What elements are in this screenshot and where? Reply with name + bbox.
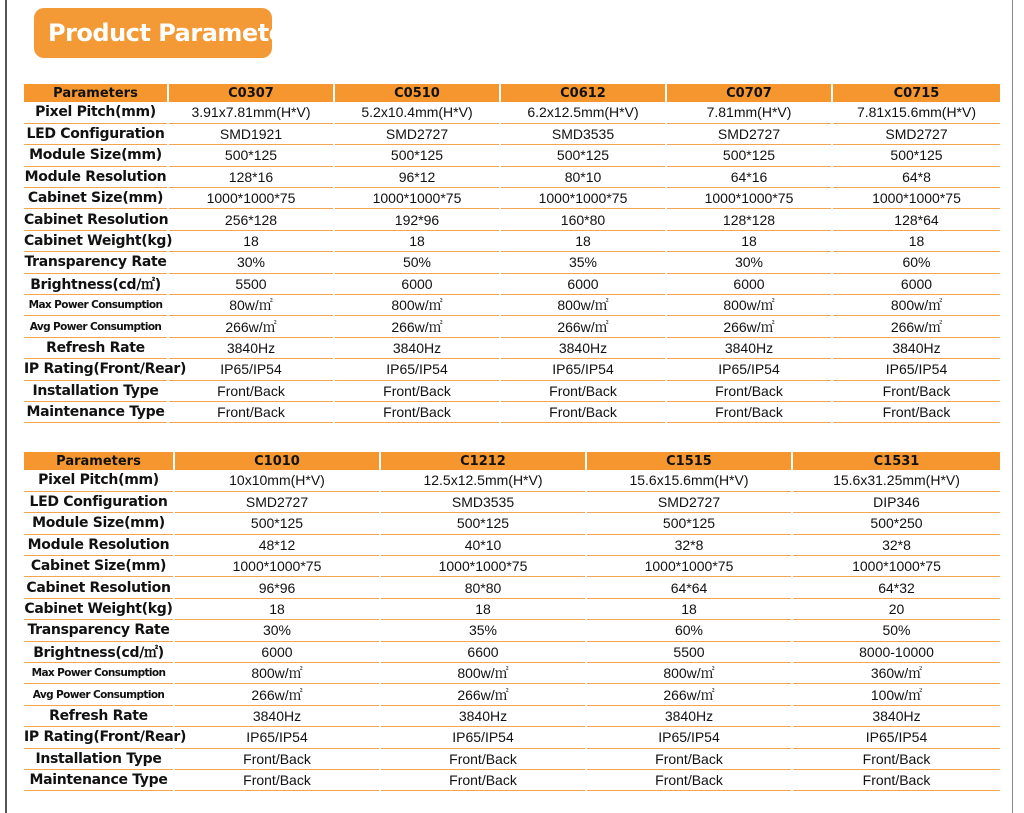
table-cell: SMD1921	[168, 123, 334, 144]
table-cell: IP65/IP54	[666, 359, 832, 380]
table-cell: Front/Back	[174, 748, 380, 769]
table-row	[24, 273, 1000, 294]
row-label: Transparency Rate	[24, 620, 174, 641]
table-row	[24, 230, 1000, 251]
table-cell: 800w/㎡	[832, 295, 1000, 316]
table-row	[24, 295, 1000, 316]
table-cell: SMD2727	[174, 491, 380, 512]
table-cell: 96*96	[174, 577, 380, 598]
table-cell: 18	[334, 230, 500, 251]
table-cell: 266w/㎡	[380, 684, 586, 705]
table-cell: 80*80	[380, 577, 586, 598]
table-cell: 6000	[334, 273, 500, 294]
table-cell: 12.5x12.5mm(H*V)	[380, 470, 586, 491]
table-cell: 15.6x15.6mm(H*V)	[586, 470, 792, 491]
table-cell: 6000	[500, 273, 666, 294]
table-cell: 3840Hz	[666, 337, 832, 358]
table-cell: 266w/㎡	[174, 684, 380, 705]
header-model-c1010: C1010	[174, 452, 380, 470]
table-cell: 266w/㎡	[666, 316, 832, 337]
row-label: Transparency Rate	[24, 252, 168, 273]
table-cell: 20	[792, 598, 1000, 619]
page-frame-right	[1012, 0, 1013, 813]
table-cell: 6000	[832, 273, 1000, 294]
row-label: Brightness(cd/㎡)	[24, 641, 174, 662]
table-cell: 1000*1000*75	[832, 188, 1000, 209]
table-cell: 3.91x7.81mm(H*V)	[168, 102, 334, 123]
table-cell: 128*64	[832, 209, 1000, 230]
table-row	[24, 166, 1000, 187]
table-cell: 266w/㎡	[334, 316, 500, 337]
table-cell: 18	[380, 598, 586, 619]
table-cell: 18	[666, 230, 832, 251]
row-label: LED Configuration	[24, 123, 168, 144]
row-label: Installation Type	[24, 380, 168, 401]
table-cell: SMD2727	[334, 123, 500, 144]
table-cell: 500*125	[334, 145, 500, 166]
table-cell: 266w/㎡	[586, 684, 792, 705]
table-cell: 6600	[380, 641, 586, 662]
table-row	[24, 534, 1000, 555]
table-cell: 800w/㎡	[666, 295, 832, 316]
table-row	[24, 705, 1000, 726]
table-cell: 266w/㎡	[500, 316, 666, 337]
row-label: Module Size(mm)	[24, 513, 174, 534]
table-cell: Front/Back	[586, 769, 792, 790]
table-cell: 800w/㎡	[500, 295, 666, 316]
row-label: Module Resolution	[24, 534, 174, 555]
table-cell: 500*125	[586, 513, 792, 534]
table-cell: 500*125	[666, 145, 832, 166]
header-model-c1531: C1531	[792, 452, 1000, 470]
table-cell: Front/Back	[380, 769, 586, 790]
table-cell: 7.81mm(H*V)	[666, 102, 832, 123]
table-cell: 1000*1000*75	[792, 556, 1000, 577]
table-row	[24, 727, 1000, 748]
table-row	[24, 102, 1000, 123]
header-model-c0510: C0510	[334, 84, 500, 102]
table-row	[24, 123, 1000, 144]
table-cell: 10x10mm(H*V)	[174, 470, 380, 491]
table-row	[24, 769, 1000, 790]
table-cell: IP65/IP54	[174, 727, 380, 748]
table-cell: SMD3535	[500, 123, 666, 144]
row-label: Pixel Pitch(mm)	[24, 470, 174, 491]
table-cell: Front/Back	[500, 401, 666, 422]
page-frame-left	[5, 0, 7, 813]
table-row	[24, 684, 1000, 705]
table-cell: 500*125	[832, 145, 1000, 166]
header-model-c1212: C1212	[380, 452, 586, 470]
table-cell: 1000*1000*75	[174, 556, 380, 577]
table-row	[24, 401, 1000, 422]
header-parameters: Parameters	[24, 452, 174, 470]
table-cell: 360w/㎡	[792, 663, 1000, 684]
table-row	[24, 359, 1000, 380]
table-row	[24, 470, 1000, 491]
row-label: Maintenance Type	[24, 769, 174, 790]
table-cell: 128*16	[168, 166, 334, 187]
table-cell: 64*64	[586, 577, 792, 598]
table-cell: 15.6x31.25mm(H*V)	[792, 470, 1000, 491]
row-label: Cabinet Size(mm)	[24, 556, 174, 577]
page-title: Product Parameter	[34, 8, 272, 58]
table-cell: 60%	[586, 620, 792, 641]
table-cell: 3840Hz	[380, 705, 586, 726]
table-cell: 266w/㎡	[832, 316, 1000, 337]
table-row	[24, 577, 1000, 598]
row-label: Cabinet Resolution	[24, 209, 168, 230]
table-cell: 3840Hz	[334, 337, 500, 358]
table-cell: 32*8	[792, 534, 1000, 555]
table-cell: 64*32	[792, 577, 1000, 598]
table-cell: 7.81x15.6mm(H*V)	[832, 102, 1000, 123]
row-label: Module Size(mm)	[24, 145, 168, 166]
table-cell: IP65/IP54	[380, 727, 586, 748]
table-header-row	[24, 84, 1000, 102]
row-label: IP Rating(Front/Rear)	[24, 727, 174, 748]
table-cell: Front/Back	[832, 380, 1000, 401]
header-parameters: Parameters	[24, 84, 168, 102]
row-label: Avg Power Consumption	[24, 684, 174, 705]
table-header-row	[24, 452, 1000, 470]
table-cell: IP65/IP54	[832, 359, 1000, 380]
table-cell: 6000	[174, 641, 380, 662]
table-cell: 18	[832, 230, 1000, 251]
table-cell: Front/Back	[174, 769, 380, 790]
table-row	[24, 209, 1000, 230]
header-model-c0715: C0715	[832, 84, 1000, 102]
table-cell: 3840Hz	[792, 705, 1000, 726]
table-cell: 800w/㎡	[174, 663, 380, 684]
table-row	[24, 491, 1000, 512]
table-row	[24, 598, 1000, 619]
table-cell: 800w/㎡	[334, 295, 500, 316]
table-cell: Front/Back	[168, 380, 334, 401]
table-cell: SMD3535	[380, 491, 586, 512]
table-cell: 18	[500, 230, 666, 251]
row-label: LED Configuration	[24, 491, 174, 512]
table-cell: 50%	[334, 252, 500, 273]
table-cell: SMD2727	[666, 123, 832, 144]
table-cell: 3840Hz	[832, 337, 1000, 358]
table-cell: 30%	[666, 252, 832, 273]
table-cell: 500*250	[792, 513, 1000, 534]
table-row	[24, 556, 1000, 577]
table-cell: 18	[168, 230, 334, 251]
table-cell: 1000*1000*75	[334, 188, 500, 209]
table-cell: 160*80	[500, 209, 666, 230]
table-cell: 1000*1000*75	[168, 188, 334, 209]
table-cell: 128*128	[666, 209, 832, 230]
table-cell: 100w/㎡	[792, 684, 1000, 705]
table-cell: 800w/㎡	[380, 663, 586, 684]
table-row	[24, 145, 1000, 166]
table-cell: Front/Back	[832, 401, 1000, 422]
table-cell: 800w/㎡	[586, 663, 792, 684]
table-cell: 256*128	[168, 209, 334, 230]
table-cell: 35%	[500, 252, 666, 273]
table-cell: 30%	[174, 620, 380, 641]
table-cell: Front/Back	[586, 748, 792, 769]
table-cell: 3840Hz	[586, 705, 792, 726]
header-model-c0612: C0612	[500, 84, 666, 102]
table-cell: IP65/IP54	[500, 359, 666, 380]
table-row	[24, 513, 1000, 534]
table-row	[24, 641, 1000, 662]
row-label: IP Rating(Front/Rear)	[24, 359, 168, 380]
table-cell: DIP346	[792, 491, 1000, 512]
table-cell: 192*96	[334, 209, 500, 230]
table-cell: IP65/IP54	[168, 359, 334, 380]
table-cell: SMD2727	[586, 491, 792, 512]
table-cell: 8000-10000	[792, 641, 1000, 662]
table-cell: 3840Hz	[174, 705, 380, 726]
row-label: Cabinet Weight(kg)	[24, 230, 168, 251]
table-cell: 30%	[168, 252, 334, 273]
table-cell: 60%	[832, 252, 1000, 273]
table-cell: 5500	[586, 641, 792, 662]
table-cell: 5.2x10.4mm(H*V)	[334, 102, 500, 123]
table-cell: 6000	[666, 273, 832, 294]
table-cell: 64*8	[832, 166, 1000, 187]
table-cell: 40*10	[380, 534, 586, 555]
table-cell: 1000*1000*75	[500, 188, 666, 209]
table-cell: 500*125	[168, 145, 334, 166]
table-cell: 5500	[168, 273, 334, 294]
row-label: Cabinet Resolution	[24, 577, 174, 598]
table-cell: 6.2x12.5mm(H*V)	[500, 102, 666, 123]
row-label: Cabinet Weight(kg)	[24, 598, 174, 619]
table-cell: 96*12	[334, 166, 500, 187]
table-cell: 3840Hz	[500, 337, 666, 358]
table-cell: Front/Back	[666, 401, 832, 422]
row-label: Refresh Rate	[24, 337, 168, 358]
table-row	[24, 620, 1000, 641]
spec-table-2	[24, 452, 1000, 791]
table-cell: 1000*1000*75	[586, 556, 792, 577]
header-model-c0707: C0707	[666, 84, 832, 102]
table-cell: IP65/IP54	[792, 727, 1000, 748]
table-cell: 18	[174, 598, 380, 619]
table-cell: 500*125	[500, 145, 666, 166]
table-cell: 32*8	[586, 534, 792, 555]
row-label: Maintenance Type	[24, 401, 168, 422]
table-cell: 3840Hz	[168, 337, 334, 358]
table-cell: 50%	[792, 620, 1000, 641]
table-row	[24, 188, 1000, 209]
table-cell: Front/Back	[334, 401, 500, 422]
table-row	[24, 316, 1000, 337]
table-cell: 80*10	[500, 166, 666, 187]
row-label: Cabinet Size(mm)	[24, 188, 168, 209]
table-row	[24, 380, 1000, 401]
table-cell: 500*125	[174, 513, 380, 534]
table-cell: 64*16	[666, 166, 832, 187]
row-label: Avg Power Consumption	[24, 316, 168, 337]
spec-table-1	[24, 84, 1000, 423]
table-row	[24, 337, 1000, 358]
row-label: Module Resolution	[24, 166, 168, 187]
table-cell: SMD2727	[832, 123, 1000, 144]
table-row	[24, 748, 1000, 769]
table-cell: 1000*1000*75	[666, 188, 832, 209]
row-label: Installation Type	[24, 748, 174, 769]
row-label: Max Power Consumption	[24, 663, 174, 684]
table-cell: 266w/㎡	[168, 316, 334, 337]
table-cell: Front/Back	[666, 380, 832, 401]
table-cell: Front/Back	[792, 748, 1000, 769]
row-label: Max Power Consumption	[24, 295, 168, 316]
table-cell: 1000*1000*75	[380, 556, 586, 577]
table-cell: 35%	[380, 620, 586, 641]
table-cell: 500*125	[380, 513, 586, 534]
table-row	[24, 663, 1000, 684]
table-cell: 80w/㎡	[168, 295, 334, 316]
table-row	[24, 252, 1000, 273]
row-label: Brightness(cd/㎡)	[24, 273, 168, 294]
table-cell: Front/Back	[792, 769, 1000, 790]
table-cell: Front/Back	[380, 748, 586, 769]
row-label: Pixel Pitch(mm)	[24, 102, 168, 123]
header-model-c0307: C0307	[168, 84, 334, 102]
table-cell: IP65/IP54	[586, 727, 792, 748]
header-model-c1515: C1515	[586, 452, 792, 470]
table-cell: Front/Back	[334, 380, 500, 401]
row-label: Refresh Rate	[24, 705, 174, 726]
table-cell: 48*12	[174, 534, 380, 555]
table-cell: IP65/IP54	[334, 359, 500, 380]
table-cell: Front/Back	[500, 380, 666, 401]
table-cell: Front/Back	[168, 401, 334, 422]
table-cell: 18	[586, 598, 792, 619]
